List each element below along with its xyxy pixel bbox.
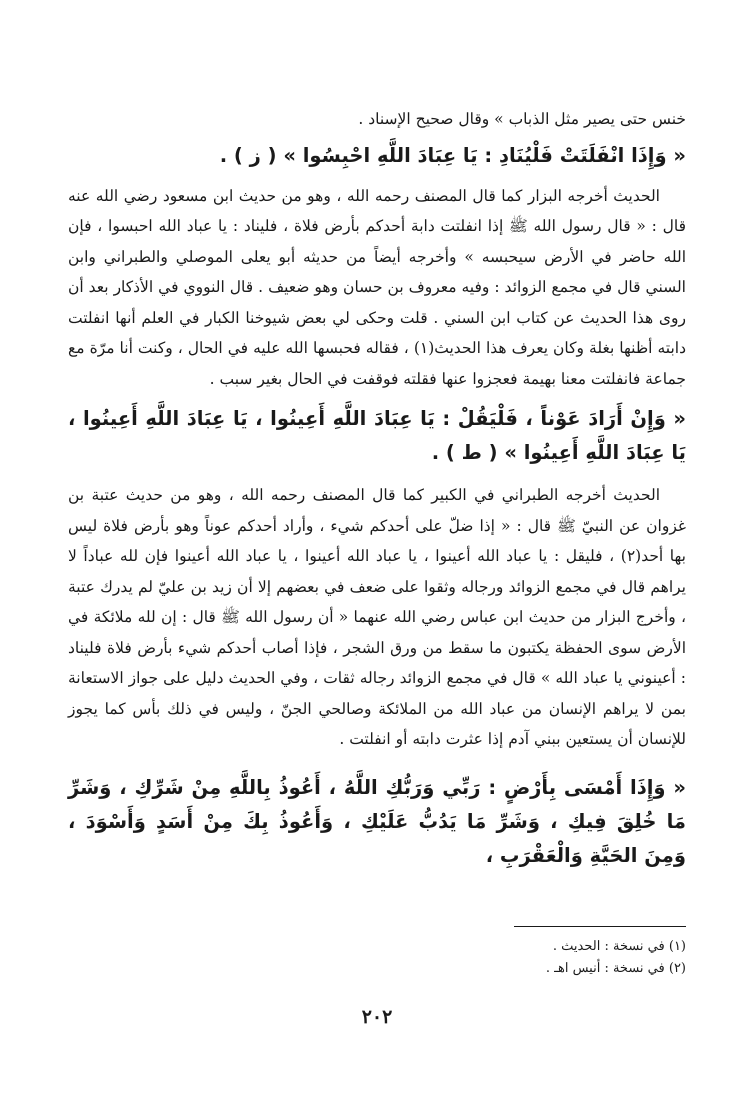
- footnotes: [286, 936, 686, 980]
- page-number: ٢٠٢: [361, 1006, 393, 1028]
- footnote-1: (١) في نسخة : الحديث .: [552, 939, 686, 954]
- quoted-dua-1: « وَإِذَا انْفَلَتَتْ فَلْيُنَادِ : يَا عِبَادَ اللَّهِ احْبِسُوا » ( ز ) .: [219, 143, 686, 167]
- main-text: [68, 104, 686, 873]
- commentary-paragraph-1: الحديث أخرجه البزار كما قال المصنف رحمه الله ، وهو من حديث ابن مسعود رضي الله عنه قال : « قال رسول الله ﷺ إذا انفلتت دابة أحدكم بأرض فلاة ، فليناد : يا عباد الله احبسوا ، فإن الله حاضر في الأرض سيحبسه » وأخرجه أيضاً من حديثه أبو يعلى الموصلي والطبراني وابن السني قال في مجمع الزوائد : وفيه معروف بن حسان وهو ضعيف . قال النووي في الأذكار بعد أن روى هذا الحديث عن كتاب ابن السني . قلت وحكى لي بعض شيوخنا الكبار في العلم أنها انفلتت دابته أظنها بغلة وكان يعرف هذا الحديث(١) ، فقاله فحبسها الله عليه في الحال ، وكنت أنا مرّة مع جماعة فانفلتت معنا بهيمة فعجزوا عنها فقلته فوقفت في الحال بغير سبب .: [68, 186, 686, 388]
- footnote-divider: [514, 926, 686, 927]
- footnote-2: (٢) في نسخة : أنيس اهـ .: [545, 961, 686, 976]
- commentary-paragraph-2: الحديث أخرجه الطبراني في الكبير كما قال المصنف رحمه الله ، وهو من حديث عتبة بن غزوان عن النبيّ ﷺ قال : « إذا ضلّ على أحدكم شيء ، وأراد أحدكم عوناً وهو بأرض فلاة ليس بها أحد(٢) ، فليقل : يا عباد الله أعينوا ، يا عباد الله أعينوا ، يا عباد الله أعينوا فإن لله عباداً لا يراهم قال في مجمع الزوائد ورجاله وثقوا على ضعف في بعضهم إلا أن زيد بن عليّ لم يدرك عتبة ، وأخرج البزار من حديث ابن عباس رضي الله عنهما « أن رسول الله ﷺ قال : إن لله ملائكة في الأرض سوى الحفظة يكتبون ما سقط من ورق الشجر ، فإذا أصاب أحدكم شيء بأرض فلاة فليناد : أعينوني يا عباد الله » قال في مجمع الزوائد رجاله ثقات ، وفي الحديث دليل على جواز الاستعانة بمن لا يراهم الإنسان من عباد الله من الملائكة وصالحي الجنّ ، وليس في ذلك بأس كما يجوز للإنسان أن يستعين ببني آدم إذا عثرت دابته أو انفلتت .: [68, 486, 686, 748]
- paragraph-continuation: خنس حتى يصير مثل الذباب » وقال صحيح الإسناد .: [358, 110, 686, 128]
- quoted-dua-2: « وَإِنْ أَرَادَ عَوْناً ، فَلْيَقُلْ : يَا عِبَادَ اللَّهِ أَعِينُوا ، يَا عِبَادَ اللَّهِ أَعِينُوا ، يَا عِبَادَ اللَّهِ أَعِينُوا » ( ط ) .: [68, 407, 686, 464]
- quoted-dua-3: « وَإِذَا أَمْسَى بِأَرْضٍ : رَبِّي وَرَبُّكِ اللَّهُ ، أَعُوذُ بِاللَّهِ مِنْ شَرِّكِ ، وَشَرِّ مَا خُلِقَ فِيكِ ، وَشَرِّ مَا يَدُبُّ عَلَيْكِ ، وَأَعُوذُ بِكَ مِنْ أَسَدٍ وَأَسْوَدَ ، وَمِنَ الحَيَّةِ وَالْعَقْرَبِ ،: [68, 775, 686, 867]
